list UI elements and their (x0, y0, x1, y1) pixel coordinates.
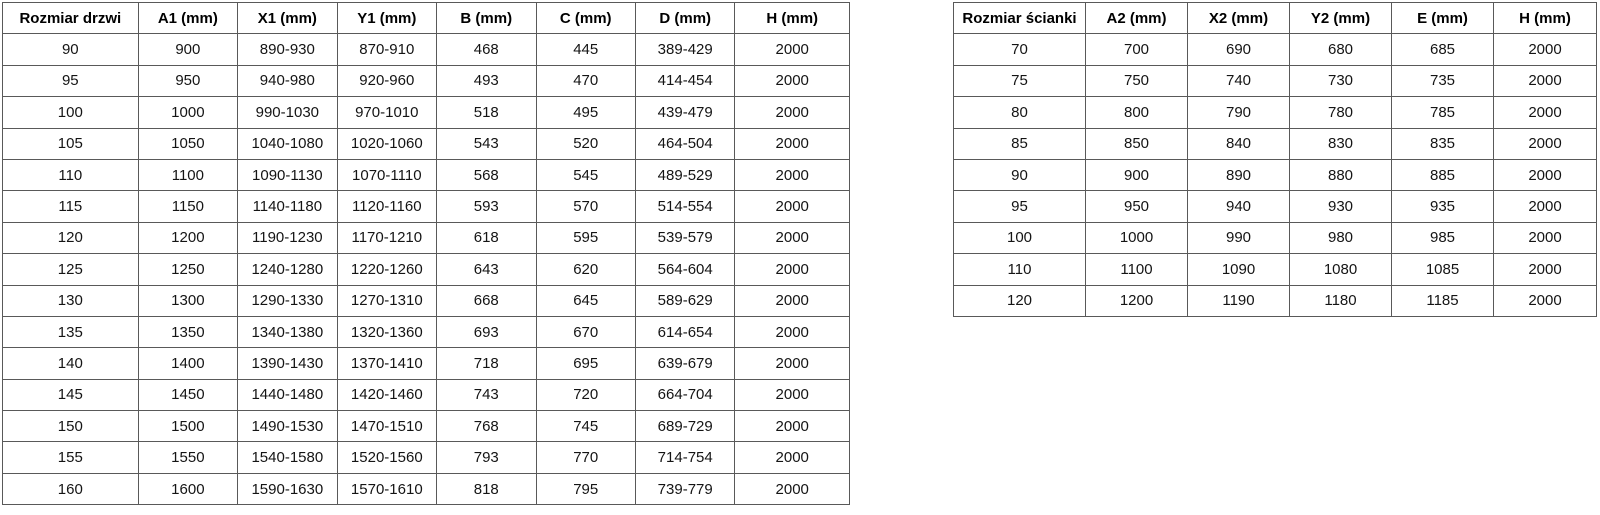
table-cell: 689-729 (635, 411, 734, 442)
wall-table-head (954, 3, 1597, 34)
table-cell: 890-930 (238, 34, 337, 65)
table-cell: 495 (536, 97, 635, 128)
wall-table-body (954, 34, 1597, 317)
table-cell: 90 (3, 34, 139, 65)
table-cell: 1450 (138, 379, 237, 410)
table-cell: 1240-1280 (238, 254, 337, 285)
table-cell: 970-1010 (337, 97, 436, 128)
table-cell: 95 (954, 191, 1086, 222)
table-cell: 470 (536, 65, 635, 96)
table-cell: 645 (536, 285, 635, 316)
table-row (3, 379, 850, 410)
table-row (3, 34, 850, 65)
table-cell: 770 (536, 442, 635, 473)
table-cell: 693 (437, 316, 536, 347)
column-header: Y1 (mm) (337, 3, 436, 34)
table-cell: 1090 (1188, 254, 1290, 285)
table-cell: 1190 (1188, 285, 1290, 316)
door-table-body (3, 34, 850, 505)
table-cell: 1250 (138, 254, 237, 285)
table-cell: 570 (536, 191, 635, 222)
table-cell: 1540-1580 (238, 442, 337, 473)
table-cell: 2000 (735, 285, 850, 316)
table-cell: 714-754 (635, 442, 734, 473)
table-cell: 445 (536, 34, 635, 65)
table-cell: 2000 (1494, 34, 1597, 65)
table-cell: 120 (954, 285, 1086, 316)
table-cell: 2000 (1494, 97, 1597, 128)
table-row (3, 411, 850, 442)
table-row (3, 316, 850, 347)
table-cell: 1120-1160 (337, 191, 436, 222)
table-cell: 880 (1290, 159, 1392, 190)
table-cell: 830 (1290, 128, 1392, 159)
table-cell: 730 (1290, 65, 1392, 96)
table-cell: 150 (3, 411, 139, 442)
table-cell: 595 (536, 222, 635, 253)
column-header: X1 (mm) (238, 3, 337, 34)
table-cell: 920-960 (337, 65, 436, 96)
table-cell: 685 (1392, 34, 1494, 65)
table-cell: 1570-1610 (337, 473, 436, 504)
table-row (3, 159, 850, 190)
table-cell: 680 (1290, 34, 1392, 65)
table-row (954, 128, 1597, 159)
table-cell: 589-629 (635, 285, 734, 316)
table-cell: 870-910 (337, 34, 436, 65)
table-row (3, 191, 850, 222)
table-cell: 100 (954, 222, 1086, 253)
table-cell: 145 (3, 379, 139, 410)
table-cell: 840 (1188, 128, 1290, 159)
table-cell: 2000 (1494, 254, 1597, 285)
table-cell: 120 (3, 222, 139, 253)
table-cell: 1390-1430 (238, 348, 337, 379)
table-cell: 110 (3, 159, 139, 190)
table-cell: 690 (1188, 34, 1290, 65)
table-cell: 2000 (735, 97, 850, 128)
table-cell: 85 (954, 128, 1086, 159)
table-cell: 2000 (1494, 191, 1597, 222)
table-cell: 1020-1060 (337, 128, 436, 159)
table-cell: 2000 (1494, 222, 1597, 253)
table-cell: 1140-1180 (238, 191, 337, 222)
table-cell: 1040-1080 (238, 128, 337, 159)
table-row (3, 348, 850, 379)
column-header: E (mm) (1392, 3, 1494, 34)
table-cell: 155 (3, 442, 139, 473)
table-cell: 1340-1380 (238, 316, 337, 347)
table-cell: 1180 (1290, 285, 1392, 316)
table-cell: 1090-1130 (238, 159, 337, 190)
table-cell: 835 (1392, 128, 1494, 159)
table-cell: 940 (1188, 191, 1290, 222)
table-cell: 743 (437, 379, 536, 410)
table-cell: 2000 (735, 159, 850, 190)
table-cell: 900 (1086, 159, 1188, 190)
table-cell: 389-429 (635, 34, 734, 65)
column-header: Rozmiar ścianki (954, 3, 1086, 34)
table-cell: 700 (1086, 34, 1188, 65)
table-cell: 514-554 (635, 191, 734, 222)
table-cell: 2000 (1494, 65, 1597, 96)
table-cell: 110 (954, 254, 1086, 285)
column-header: Y2 (mm) (1290, 3, 1392, 34)
table-cell: 818 (437, 473, 536, 504)
table-cell: 664-704 (635, 379, 734, 410)
table-cell: 1370-1410 (337, 348, 436, 379)
table-cell: 520 (536, 128, 635, 159)
table-cell: 2000 (735, 442, 850, 473)
table-cell: 135 (3, 316, 139, 347)
table-cell: 890 (1188, 159, 1290, 190)
table-row (954, 191, 1597, 222)
table-cell: 439-479 (635, 97, 734, 128)
table-cell: 1300 (138, 285, 237, 316)
table-row (954, 254, 1597, 285)
table-cell: 620 (536, 254, 635, 285)
table-cell: 950 (1086, 191, 1188, 222)
table-cell: 668 (437, 285, 536, 316)
table-row (954, 159, 1597, 190)
table-cell: 1420-1460 (337, 379, 436, 410)
table-cell: 1085 (1392, 254, 1494, 285)
column-header: A2 (mm) (1086, 3, 1188, 34)
table-cell: 1550 (138, 442, 237, 473)
table-cell: 1100 (138, 159, 237, 190)
table-cell: 2000 (735, 254, 850, 285)
table-cell: 539-579 (635, 222, 734, 253)
table-cell: 1500 (138, 411, 237, 442)
table-cell: 468 (437, 34, 536, 65)
table-cell: 414-454 (635, 65, 734, 96)
table-cell: 493 (437, 65, 536, 96)
table-cell: 1170-1210 (337, 222, 436, 253)
table-cell: 2000 (735, 473, 850, 504)
table-cell: 643 (437, 254, 536, 285)
table-cell: 1190-1230 (238, 222, 337, 253)
table-cell: 2000 (1494, 159, 1597, 190)
table-cell: 1590-1630 (238, 473, 337, 504)
table-cell: 1440-1480 (238, 379, 337, 410)
table-cell: 105 (3, 128, 139, 159)
table-row (3, 442, 850, 473)
table-row (3, 222, 850, 253)
table-cell: 785 (1392, 97, 1494, 128)
table-cell: 790 (1188, 97, 1290, 128)
column-header: A1 (mm) (138, 3, 237, 34)
table-cell: 2000 (735, 348, 850, 379)
table-cell: 489-529 (635, 159, 734, 190)
table-cell: 1000 (138, 97, 237, 128)
header-row (954, 3, 1597, 34)
table-cell: 739-779 (635, 473, 734, 504)
table-row (3, 65, 850, 96)
column-header: B (mm) (437, 3, 536, 34)
column-header: D (mm) (635, 3, 734, 34)
table-cell: 2000 (1494, 128, 1597, 159)
table-cell: 780 (1290, 97, 1392, 128)
table-cell: 639-679 (635, 348, 734, 379)
table-cell: 2000 (735, 316, 850, 347)
wall-size-table (953, 2, 1597, 317)
table-row (954, 97, 1597, 128)
table-cell: 1100 (1086, 254, 1188, 285)
column-header: H (mm) (1494, 3, 1597, 34)
table-cell: 1490-1530 (238, 411, 337, 442)
column-header: H (mm) (735, 3, 850, 34)
table-cell: 980 (1290, 222, 1392, 253)
table-cell: 795 (536, 473, 635, 504)
table-cell: 593 (437, 191, 536, 222)
column-header: C (mm) (536, 3, 635, 34)
table-cell: 900 (138, 34, 237, 65)
table-cell: 1220-1260 (337, 254, 436, 285)
table-cell: 618 (437, 222, 536, 253)
table-cell: 793 (437, 442, 536, 473)
table-cell: 1270-1310 (337, 285, 436, 316)
table-cell: 1070-1110 (337, 159, 436, 190)
table-cell: 750 (1086, 65, 1188, 96)
table-cell: 564-604 (635, 254, 734, 285)
table-cell: 1290-1330 (238, 285, 337, 316)
table-cell: 130 (3, 285, 139, 316)
table-cell: 2000 (735, 222, 850, 253)
door-table-head (3, 3, 850, 34)
table-row (3, 473, 850, 504)
table-cell: 768 (437, 411, 536, 442)
table-cell: 1600 (138, 473, 237, 504)
table-cell: 735 (1392, 65, 1494, 96)
table-cell: 885 (1392, 159, 1494, 190)
column-header: X2 (mm) (1188, 3, 1290, 34)
table-cell: 2000 (735, 34, 850, 65)
table-row (954, 65, 1597, 96)
table-cell: 990-1030 (238, 97, 337, 128)
table-cell: 464-504 (635, 128, 734, 159)
table-cell: 115 (3, 191, 139, 222)
table-cell: 1050 (138, 128, 237, 159)
table-cell: 740 (1188, 65, 1290, 96)
table-cell: 2000 (735, 128, 850, 159)
table-cell: 75 (954, 65, 1086, 96)
table-row (3, 128, 850, 159)
table-cell: 545 (536, 159, 635, 190)
table-cell: 90 (954, 159, 1086, 190)
table-cell: 2000 (1494, 285, 1597, 316)
table-cell: 80 (954, 97, 1086, 128)
table-cell: 160 (3, 473, 139, 504)
table-cell: 718 (437, 348, 536, 379)
door-size-table (2, 2, 850, 505)
table-cell: 1400 (138, 348, 237, 379)
table-cell: 940-980 (238, 65, 337, 96)
table-row (954, 34, 1597, 65)
header-row (3, 3, 850, 34)
table-cell: 1470-1510 (337, 411, 436, 442)
table-cell: 518 (437, 97, 536, 128)
table-cell: 568 (437, 159, 536, 190)
table-cell: 614-654 (635, 316, 734, 347)
table-cell: 1080 (1290, 254, 1392, 285)
table-cell: 1200 (1086, 285, 1188, 316)
table-cell: 140 (3, 348, 139, 379)
table-cell: 2000 (735, 411, 850, 442)
table-cell: 1520-1560 (337, 442, 436, 473)
table-cell: 543 (437, 128, 536, 159)
table-cell: 95 (3, 65, 139, 96)
table-cell: 985 (1392, 222, 1494, 253)
table-cell: 2000 (735, 191, 850, 222)
table-cell: 930 (1290, 191, 1392, 222)
table-cell: 70 (954, 34, 1086, 65)
table-cell: 1320-1360 (337, 316, 436, 347)
table-cell: 670 (536, 316, 635, 347)
table-cell: 850 (1086, 128, 1188, 159)
table-row (3, 285, 850, 316)
table-cell: 1000 (1086, 222, 1188, 253)
table-cell: 935 (1392, 191, 1494, 222)
table-cell: 800 (1086, 97, 1188, 128)
table-cell: 720 (536, 379, 635, 410)
table-row (3, 254, 850, 285)
table-cell: 745 (536, 411, 635, 442)
table-row (954, 222, 1597, 253)
table-row (954, 285, 1597, 316)
table-cell: 1200 (138, 222, 237, 253)
column-header: Rozmiar drzwi (3, 3, 139, 34)
table-cell: 1150 (138, 191, 237, 222)
table-cell: 695 (536, 348, 635, 379)
table-cell: 100 (3, 97, 139, 128)
table-cell: 125 (3, 254, 139, 285)
table-cell: 950 (138, 65, 237, 96)
table-row (3, 97, 850, 128)
table-cell: 2000 (735, 379, 850, 410)
table-cell: 1185 (1392, 285, 1494, 316)
table-cell: 990 (1188, 222, 1290, 253)
table-cell: 2000 (735, 65, 850, 96)
table-cell: 1350 (138, 316, 237, 347)
